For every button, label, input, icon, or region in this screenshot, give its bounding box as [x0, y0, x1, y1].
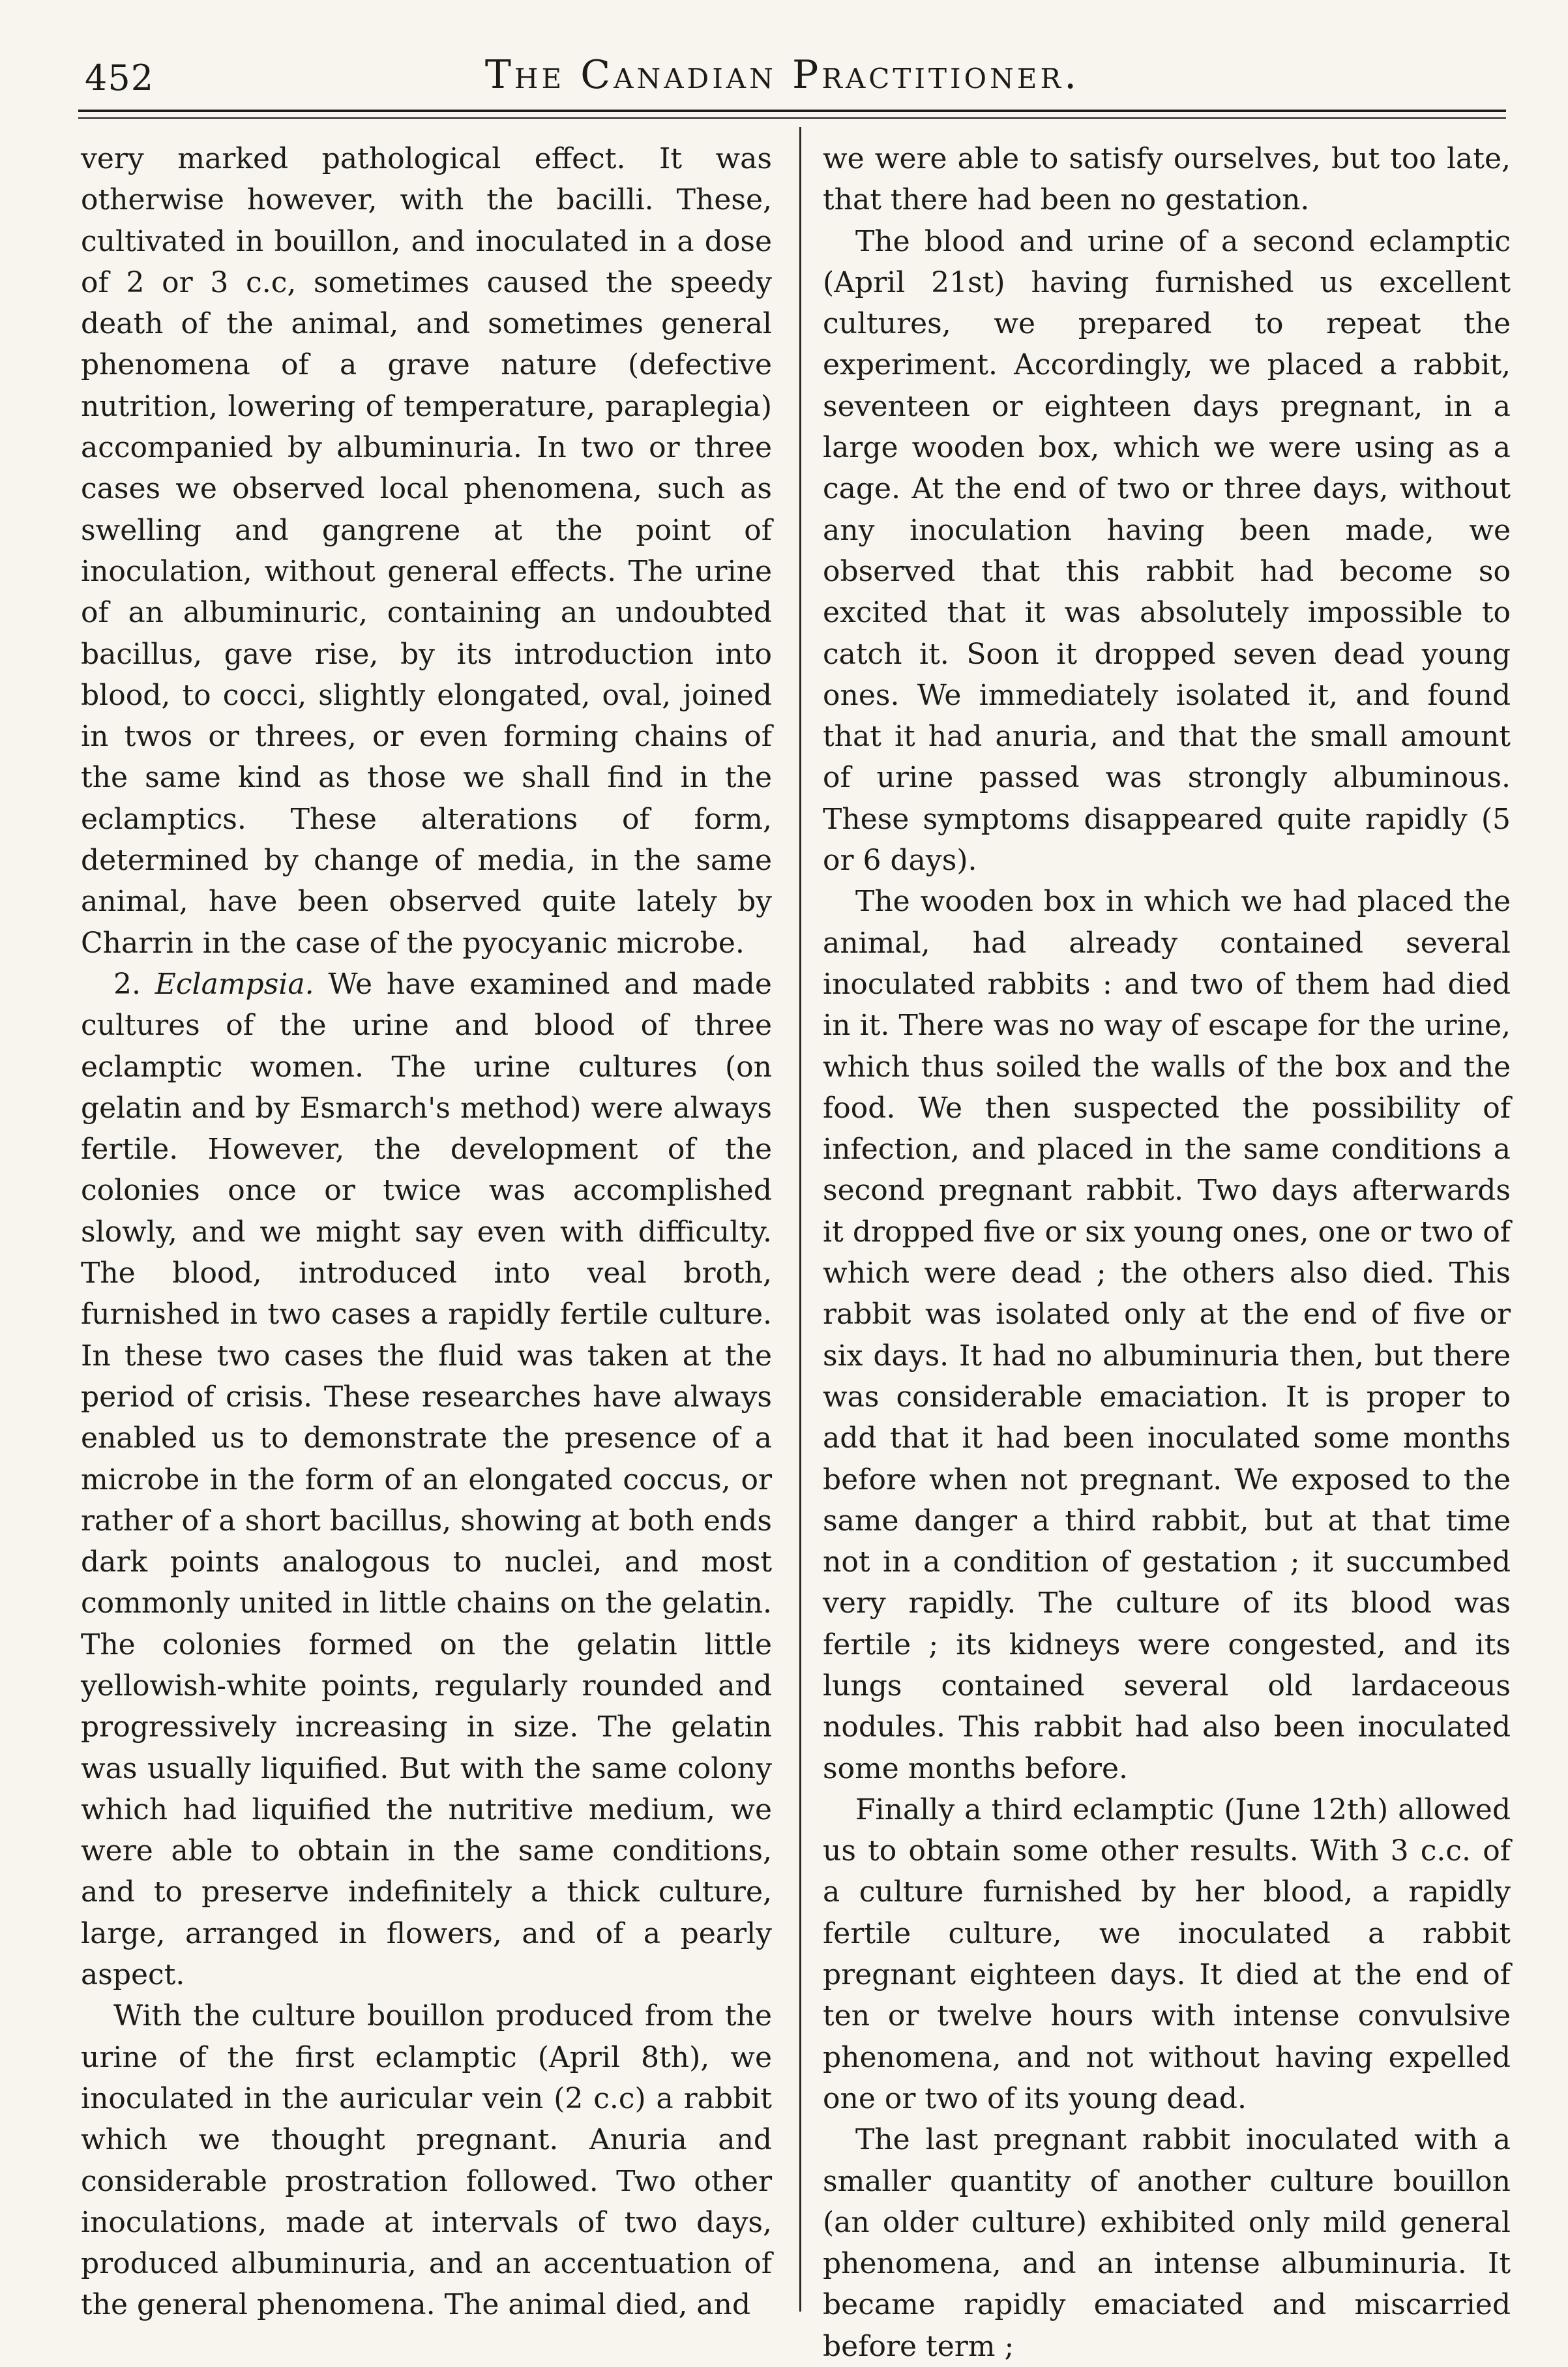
right-column: [823, 138, 1511, 2367]
header-rule-thin: [78, 117, 1506, 119]
running-title: The Canadian Practitioner.: [484, 52, 1080, 98]
paragraph: Finally a third eclamptic (June 12th) allowed us to obtain some other results. With 3 c.c. of a culture furnished by her blood, a rapidly fertile culture, we inoculated a rabbit pregnant eighteen days. It died at the end of ten or twelve hours with intense convulsive phenomena, and not without having expelled one or two of its young dead.: [823, 1793, 1511, 2115]
page-number: 452: [85, 57, 155, 98]
paragraph: The last pregnant rabbit inoculated with a smaller quantity of another culture bouillon (an older culture) exhibited only mild general phenomena, and an intense albuminuria. It became rapidly emaciated and miscarried before term ;: [823, 2123, 1511, 2363]
paragraph: The wooden box in which we had placed the animal, had already contained several inoculated rabbits : and two of them had died in it. There was no way of escape for the urine, which thus soiled the walls of the box and the food. We then suspected the possibility of infection, and placed in the same conditions a second pregnant rabbit. Two days afterwards it dropped five or six young ones, one or two of which were dead ; the others also died. This rabbit was isolated only at the end of five or six days. It had no albuminuria then, but there was considerable emaciation. It is proper to add that it had been inoculated some months before when not pregnant. We exposed to the same danger a third rabbit, but at that time not in a condition of gestation ; it succumbed very rapidly. The culture of its blood was fertile ; its kidneys were congested, and its lungs contained several old lardaceous nodules. This rabbit had also been inoculated some months before.: [823, 885, 1511, 1785]
section-text: We have examined and made cultures of the urine and blood of three eclamptic women. The urine cultures (on gelatin and by Esmarch's method) were always fertile. However, the development of the colonies once or twice was accomplished slowly, and we might say even with difficulty. The blood, introduced into veal broth, furnished in two cases a rapidly fertile culture. In these two cases the fluid was taken at the period of crisis. These researches have always enabled us to demonstrate the presence of a microbe in the form of an elongated coccus, or rather of a short bacillus, showing at both ends dark points analogous to nuclei, and most commonly united in little chains on the gelatin. The colonies formed on the gelatin little yellowish-white points, regularly rounded and progressively increasing in size. The gelatin was usually liquified. But with the same colony which had liquified the nutritive medium, we were able to obtain in the same conditions, and to preserve indefinitely a thick culture, large, arranged in flowers, and of a pearly aspect.: [81, 967, 772, 1992]
paragraph: With the culture bouillon produced from the urine of the first eclamptic (April 8th), we inoculated in the auricular vein (2 c.c) a rabbit which we thought pregnant. Anuria and considerable prostration followed. Two other inoculations, made at intervals of two days, produced albuminuria, and an accentuation of the general phenomena. The animal died, and: [81, 1999, 772, 2322]
header-rule: [78, 110, 1506, 112]
page-header: [78, 46, 1487, 117]
paragraph: The blood and urine of a second eclamptic (April 21st) having furnished us excellent cultures, we prepared to repeat the experiment. Accordingly, we placed a rabbit, seventeen or eighteen days pregnant, in a large wooden box, which we were using as a cage. At the end of two or three days, without any inoculation having been made, we observed that this rabbit had become so excited that it was absolutely impossible to catch it. Soon it dropped seven dead young ones. We immediately isolated it, and found that it had anuria, and that the small amount of urine passed was strongly albuminous. These symptoms disappeared quite rapidly (5 or 6 days).: [823, 224, 1511, 878]
paragraph-eclampsia: [81, 964, 772, 1995]
left-column: [81, 138, 772, 2326]
section-label: Eclampsia.: [155, 967, 314, 1001]
paragraph: we were able to satisfy ourselves, but too late, that there had been no gestation.: [823, 142, 1511, 217]
paragraph: very marked pathological effect. It was otherwise however, with the bacilli. These, cultivated in bouillon, and inoculated in a dose of 2 or 3 c.c, sometimes caused the speedy death of the animal, and sometimes general phenomena of a grave nature (defective nutrition, lowering of temperature, paraplegia) accompanied by albuminuria. In two or three cases we observed local phenomena, such as swelling and gangrene at the point of inoculation, without general effects. The urine of an albuminuric, containing an undoubted bacillus, gave rise, by its introduction into blood, to cocci, slightly elongated, oval, joined in twos or threes, or even forming chains of the same kind as those we shall find in the eclamptics. These alterations of form, determined by change of media, in the same animal, have been observed quite lately by Charrin in the case of the pyocyanic microbe.: [81, 142, 772, 960]
column-divider: [799, 127, 801, 2312]
section-number: 2.: [113, 967, 141, 1001]
